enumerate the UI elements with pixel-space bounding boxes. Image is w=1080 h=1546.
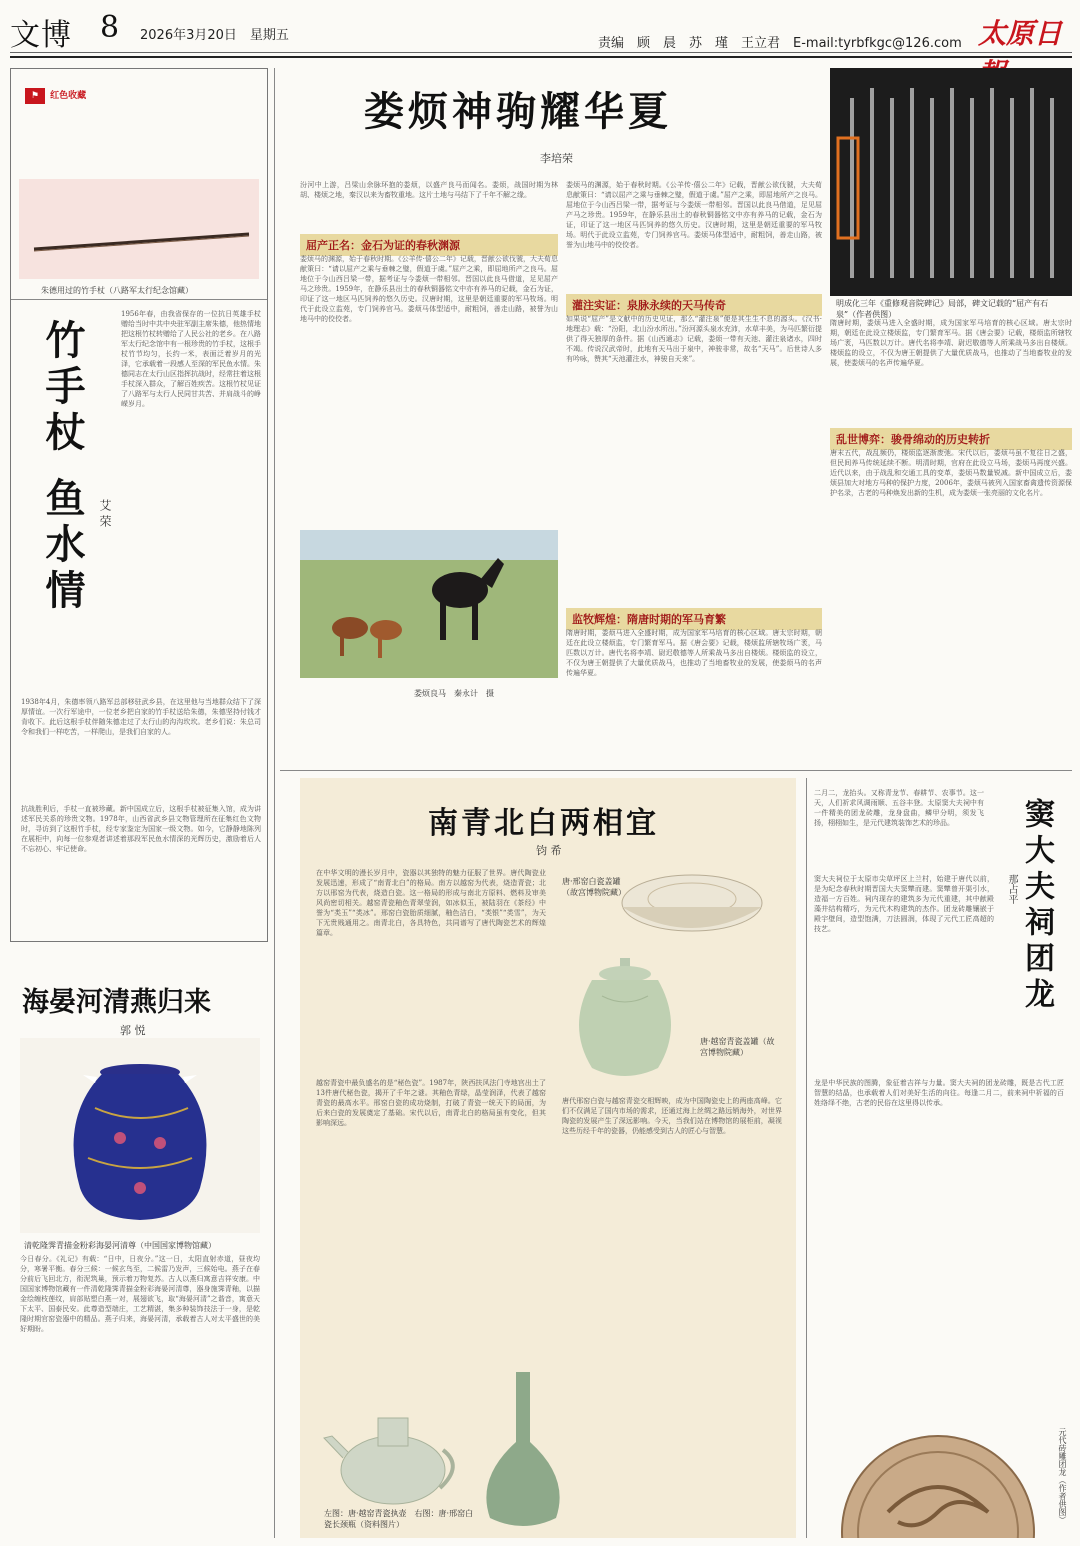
haiyan-body: 今日春分。《礼记》有载：“日中，日夜分。”这一日，太阳直射赤道，昼夜均分，寒暑平衡。春分三候：一候玄鸟至，二候雷乃发声，三候始电。燕子在春分前后飞回北方，衔泥筑巢，预示着万物复苏。古人以燕归寓意吉祥安康。中国国家博物馆藏有一件清乾隆霁青描金粉彩海晏河清尊，器身施霁青釉，以描金绘缠枝莲纹，肩部贴塑白燕一对，展翅欲飞，取“海晏河清”之谐音，寓意天下太平、国泰民安。此尊造型端庄，工艺精湛，集多种装饰技法于一身，是乾隆时期官窑瓷器中的精品。燕子归来，海晏河清，承载着古人对太平盛世的美好期盼。 xyxy=(20,1255,260,1333)
celadon-jar-image xyxy=(562,956,692,1086)
horse-caption: 娄烦良马 秦永计 摄 xyxy=(414,689,494,698)
loufan-sec4-body: 唐末五代，战乱频仍，楼烦监逐渐废弛。宋代以后，娄烦马虽不复往日之盛，但民间养马传统延续不断。明清时期，官府在此设立马场，娄烦马再度兴盛。近代以来，由于战乱和交通工具的变革，娄烦马数量锐减。新中国成立后，娄烦县加大对地方马种的保护力度，2006年，娄烦马被列入国家畜禽遗传资源保护名录，古老的马种焕发出新的生机，成为娄烦一张亮丽的文化名片。 xyxy=(830,449,1072,497)
ewer-photo xyxy=(318,1378,468,1508)
newspaper-logo: 太原日 xyxy=(978,17,1063,50)
loufan-col3-top: 隋唐时期，娄烦马进入全盛时期，成为国家军马培育的核心区域。唐太宗时期，朝廷在此设立楼烦监，专门繁育军马。据《唐会要》记载，楼烦监所辖牧场广袤，马匹数以万计。唐代名将李靖、尉迟敬德等人所乘战马多出自楼烦。楼烦监的设立，不仅为唐王朝提供了大量优质战马，也推动了当地畜牧业的发展，使娄烦马的名声传遍华夏。 xyxy=(830,319,1072,367)
longtu-body-1: 二月二，龙抬头。又称青龙节、春耕节、农事节。这一天，人们祈求风调雨顺、五谷丰登。太原窦大夫祠中有一件精美的团龙砖雕，龙身盘曲，鳞甲分明，须发飞扬，栩栩如生，是元代建筑装饰艺术的珍品。 xyxy=(814,789,984,827)
nanqing-body-3: 唐代邢窑白瓷与越窑青瓷交相辉映，成为中国陶瓷史上的两座高峰。它们不仅满足了国内市场的需求，还通过海上丝绸之路远销海外，对世界陶瓷的发展产生了深远影响。今天，当我们站在博物馆的展柜前，凝视这些历经千年的瓷器，仍能感受到古人的匠心与智慧。 xyxy=(562,1097,782,1135)
bamboo-author: 艾 荣 xyxy=(98,499,112,527)
dragon-caption: 元代砖雕团龙（作者供图） xyxy=(1058,1428,1067,1524)
loufan-sec2-body: 如果说“屈产”是文献中的历史见证，那么“灌注泉”便是其生生不息的源头。《汉书·地理志》载：“汾阳，北山汾水所出。”汾河源头泉水充沛，水草丰美，为马匹繁衍提供了得天独厚的条件。据《山西通志》记载，娄烦一带有天池、灌注泉诸水，四时不竭。传说汉武帝时，此地有天马出于泉中，神骏非常，故名“天马”。后世诗人多有吟咏，赞其“天池灌注水，神骏自天来”。 xyxy=(566,315,822,363)
editor-line: 责编 顾 晨 苏 瑾 王立君 E-mail:tyrbfkgc@126.com xyxy=(598,36,962,51)
loufan-sec1-body: 娄烦马的渊源，始于春秋时期。《公羊传·僖公二年》记载，晋献公欲伐虢，大夫荀息献策曰：“请以屈产之乘与垂棘之璧，假道于虞。”屈产之乘，即屈地所产之良马。屈地位于今山西吕梁一带，据考证与今娄烦一带相邻。晋国以此良马借道，足见屈产马之珍贵。1959年，在静乐县出土的春秋铜器铭文中亦有养马的记载，金石为证，印证了这一地区马匹饲养的悠久历史。汉唐时期，这里是朝廷重要的军马牧场。明代于此设立监苑，专门饲养官马。娄烦马体型适中，耐粗饲，善走山路，被誉为山地马中的佼佼者。 xyxy=(300,255,558,323)
dragon-relief-image xyxy=(838,1422,1038,1538)
loufan-sec1-heading: 屈产正名：金石为证的春秋渊源 xyxy=(300,234,558,256)
dragon-photo xyxy=(838,1422,1038,1538)
long-neck-vase-image xyxy=(468,1368,578,1536)
bamboo-body-1: 1956年春，由我省保存的一位抗日英雄手杖赠给当时中共中央驻军副主席朱德，他热情地把这根竹杖转赠给了人民公社的老乡。在八路军太行纪念馆中有一根珍贵的竹手杖，这根手杖竹节均匀，长约一米，表面泛着岁月的光泽，它承载着一段感人至深的军民鱼水情。朱德同志在太行山区指挥抗战时，经常拄着这根手杖深入群众，了解百姓疾苦。这根竹杖见证了八路军与太行人民同甘共苦、并肩战斗的峥嵘岁月。 xyxy=(121,310,261,408)
bamboo-article xyxy=(10,68,268,942)
jar-image xyxy=(20,1038,260,1233)
stele-photo xyxy=(830,68,1072,296)
loufan-sec3-heading: 监牧辉煌：隋唐时期的军马育繁 xyxy=(566,608,822,630)
loufan-sec2-heading: 灌注实证：泉脉永续的天马传奇 xyxy=(566,294,822,316)
issue-date: 2026年3月20日 星期五 xyxy=(140,28,289,43)
page-number: 8 xyxy=(100,10,120,45)
flag-icon: ⚑ xyxy=(25,88,45,104)
haiyan-article xyxy=(10,958,268,1538)
celadon-jar-photo xyxy=(562,956,692,1086)
bamboo-body-2: 1938年4月，朱德率领八路军总部移驻武乡县，在这里他与当地群众结下了深厚情谊。一次行军途中，一位老乡把自家的竹手杖送给朱德，朱德坚持付钱才肯收下。此后这根手杖伴随朱德走过了太行山的沟沟坎坎。老乡们说：朱总司令和我们一样吃苦，一样爬山，是我们自家的人。 xyxy=(21,698,261,736)
haiyan-author: 郭 悦 xyxy=(120,1024,146,1037)
horse-image xyxy=(300,530,558,678)
nanqing-body-2: 越窑青瓷中最负盛名的是“秘色瓷”。1987年，陕西扶风法门寺地宫出土了13件唐代秘色瓷，揭开了千年之谜。其釉色青绿，晶莹润泽，代表了越窑青瓷的最高水平。邢窑白瓷的成功烧制，打破了青瓷一统天下的局面，为后来白瓷的发展奠定了基础。宋代以后，南青北白的格局虽有变化，但其影响深远。 xyxy=(316,1079,546,1127)
haiyan-caption: 清乾隆霁青描金粉彩海晏河清尊（中国国家博物馆藏） xyxy=(24,1241,216,1250)
loufan-author: 李培荣 xyxy=(540,152,573,165)
stele-caption: 明成化三年《重修观音院碑记》局部，碑文记载的“屈产有石泉”（作者供图） xyxy=(836,299,1049,319)
loufan-col2-top: 娄烦马的渊源，始于春秋时期。《公羊传·僖公二年》记载，晋献公欲伐虢，大夫荀息献策曰：“请以屈产之乘与垂棘之璧，假道于虞。”屈产之乘，即屈地所产之良马。屈地位于今山西吕梁一带，据考证与今娄烦一带相邻。晋国以此良马借道，足见屈产马之珍贵。1959年，在静乐县出土的春秋铜器铭文中亦有养马的记载，金石为证，印证了这一地区马匹饲养的悠久历史。汉唐时期，这里是朝廷重要的军马牧场。明代于此设立监苑，专门饲养官马。娄烦马体型适中，耐粗饲，善走山路，被誉为山地马中的佼佼者。 xyxy=(566,181,822,249)
longtu-body-2: 窦大夫祠位于太原市尖草坪区上兰村，始建于唐代以前，是为纪念春秋时期晋国大夫窦犨而建。窦犨曾开渠引水，造福一方百姓。祠内现存的建筑多为元代重建，其中献殿藻井结构精巧，为元代木构建筑的杰作。团龙砖雕镶嵌于殿宇壁间，造型饱满，刀法圆润，体现了元代工匠高超的技艺。 xyxy=(814,875,994,933)
loufan-intro: 汾河中上游，吕梁山余脉环抱的娄烦，以盛产良马而闻名。娄烦，战国时期为林胡、楼烦之地，秦汉以来为畜牧重地。这片土地与马结下了千年不解之缘。 xyxy=(300,181,558,199)
white-box-caption: 唐·邢窑白瓷盖罐（故宫博物院藏） xyxy=(562,877,626,897)
longtu-title: 窦大夫祠团龙 xyxy=(1019,798,1054,1014)
haiyan-title: 海晏河清燕归来 xyxy=(22,987,211,1018)
haiyan-photo xyxy=(20,1038,260,1233)
cane-photo xyxy=(19,179,259,279)
longtu-body-3: 龙是中华民族的图腾，象征着吉祥与力量。窦大夫祠的团龙砖雕，既是古代工匠智慧的结晶，也承载着人们对美好生活的向往。每逢二月二，前来祠中祈福的百姓络绎不绝，古老的民俗在这里得以传承。 xyxy=(814,1079,1064,1107)
nanqing-body-1: 在中华文明的漫长岁月中，瓷器以其独特的魅力征服了世界。唐代陶瓷业发展迅速，形成了“南青北白”的格局。南方以越窑为代表，烧造青瓷；北方以邢窑为代表，烧造白瓷。这一格局的形成与南北方原料、燃料及审美风尚密切相关。越窑青瓷釉色青翠莹润，如冰似玉，被陆羽在《茶经》中誉为“类玉”“类冰”。邢窑白瓷胎质细腻，釉色洁白，“类银”“类雪”，为天下无贵贱通用之。南青北白，各具特色，共同谱写了唐代陶瓷艺术的辉煌篇章。 xyxy=(316,869,546,937)
cane-image xyxy=(19,179,259,279)
bamboo-title: 竹手杖 鱼水情 xyxy=(39,319,86,615)
loufan-sec4-heading: 乱世博弈：骏骨绵动的历史转折 xyxy=(830,428,1072,450)
section-name: 文博 xyxy=(10,18,72,53)
long-neck-vase-photo xyxy=(468,1368,578,1536)
cane-caption: 朱德用过的竹手杖（八路军太行纪念馆藏） xyxy=(41,286,193,295)
nanqing-title: 南青北白两相宜 xyxy=(428,806,659,841)
ewer-image xyxy=(318,1378,468,1508)
loufan-sec3-body: 隋唐时期，娄烦马进入全盛时期，成为国家军马培育的核心区域。唐太宗时期，朝廷在此设立楼烦监，专门繁育军马。据《唐会要》记载，楼烦监所辖牧场广袤，马匹数以万计。唐代名将李靖、尉迟敬德等人所乘战马多出自楼烦。楼烦监的设立，不仅为唐王朝提供了大量优质战马，也推动了当地畜牧业的发展，使娄烦马的名声传遍华夏。 xyxy=(566,629,822,677)
masthead-rule-thick xyxy=(10,56,1072,58)
nanqing-author: 钧 希 xyxy=(536,844,562,857)
vases-caption: 左图：唐·越窑青瓷执壶 右图：唐·邢窑白瓷长颈瓶（资料图片） xyxy=(324,1509,474,1529)
loufan-title: 娄烦神驹耀华夏 xyxy=(364,88,672,135)
nanqing-article xyxy=(300,778,796,1538)
column-badge: ⚑ 红色收藏 xyxy=(25,83,86,102)
longtu-article xyxy=(814,778,1072,1538)
masthead-rule xyxy=(10,52,1072,53)
longtu-author: 那占平 xyxy=(1006,874,1017,904)
stele-image xyxy=(830,68,1072,296)
bamboo-body-3: 抗战胜利后，手杖一直被珍藏。新中国成立后，这根手杖被征集入馆，成为讲述军民关系的珍贵文物。1978年，山西省武乡县文物管理所在征集红色文物时，寻访到了这根竹手杖，经专家鉴定为国家一级文物。如今，它静静地陈列在展柜中，向每一位参观者讲述着那段军民鱼水情深的光辉历史，激励着后人不忘初心、牢记使命。 xyxy=(21,805,261,853)
celadon-jar-caption: 唐·越窑青瓷盖罐（故宫博物院藏） xyxy=(700,1037,775,1057)
horse-photo xyxy=(300,530,558,678)
